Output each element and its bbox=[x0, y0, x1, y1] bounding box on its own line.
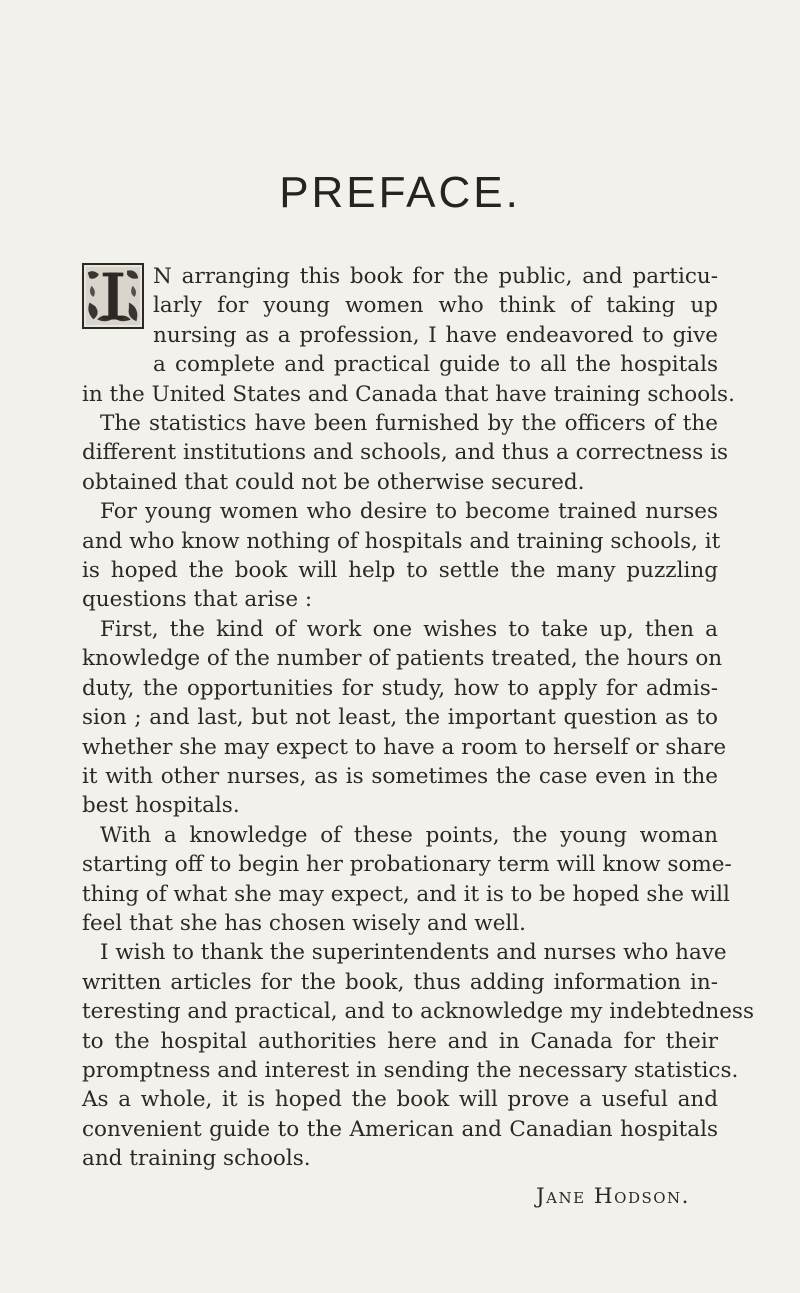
text-line: starting off to begin her probationary term will know some- bbox=[82, 852, 732, 878]
text-line: I wish to thank the superintendents and nurses who have bbox=[100, 940, 727, 966]
text-line: knowledge of the number of patients treated, the hours on bbox=[82, 646, 723, 672]
text-line: it with other nurses, as is sometimes the case even in the bbox=[82, 763, 718, 789]
text-line: sion ; and last, but not least, the important question as to bbox=[82, 705, 718, 731]
text-line: As a whole, it is hoped the book will prove a useful and bbox=[82, 1087, 718, 1113]
text-line: N arranging this book for the public, and particu- bbox=[153, 264, 718, 289]
text-line: in the United States and Canada that have training schools. bbox=[82, 381, 735, 407]
text-line: is hoped the book will help to settle the many puzzling bbox=[82, 558, 718, 584]
text-line: whether she may expect to have a room to herself or share bbox=[82, 734, 727, 760]
text-line: First, the kind of work one wishes to take up, then a bbox=[100, 616, 718, 642]
text-line: a complete and practical guide to all the hospitals bbox=[153, 352, 718, 378]
text-line: duty, the opportunities for study, how to apply for admis- bbox=[82, 675, 718, 701]
text-line: For young women who desire to become trained nurses bbox=[100, 499, 718, 525]
text-line: different institutions and schools, and thus a correctness is bbox=[82, 440, 728, 466]
text-line: nursing as a profession, I have endeavored to give bbox=[153, 322, 718, 348]
page-title: PREFACE. bbox=[279, 168, 521, 217]
text-line: convenient guide to the American and Canadian hospitals bbox=[82, 1116, 718, 1142]
text-line: best hospitals. bbox=[82, 793, 240, 819]
text-line: The statistics have been furnished by the officers of the bbox=[100, 411, 718, 437]
text-line: and training schools. bbox=[82, 1146, 311, 1172]
preface-body bbox=[82, 262, 754, 1174]
text-line: written articles for the book, thus adding information in- bbox=[82, 969, 718, 995]
text-line: obtained that could not be otherwise secured. bbox=[82, 469, 585, 495]
text-line: questions that arise : bbox=[82, 587, 313, 613]
text-line: With a knowledge of these points, the young woman bbox=[100, 822, 718, 848]
text-line: larly for young women who think of taking up bbox=[153, 293, 718, 319]
text-line: thing of what she may expect, and it is to be hoped she will bbox=[82, 881, 730, 907]
text-line: and who know nothing of hospitals and training schools, it bbox=[82, 528, 721, 554]
text-line: to the hospital authorities here and in Canada for their bbox=[82, 1028, 718, 1054]
text-line: promptness and interest in sending the necessary statistics. bbox=[82, 1057, 739, 1083]
text-line: teresting and practical, and to acknowledge my indebtedness bbox=[82, 999, 754, 1025]
author-signature: Jane Hodson. bbox=[536, 1184, 690, 1209]
text-line: feel that she has chosen wisely and well. bbox=[82, 910, 527, 936]
